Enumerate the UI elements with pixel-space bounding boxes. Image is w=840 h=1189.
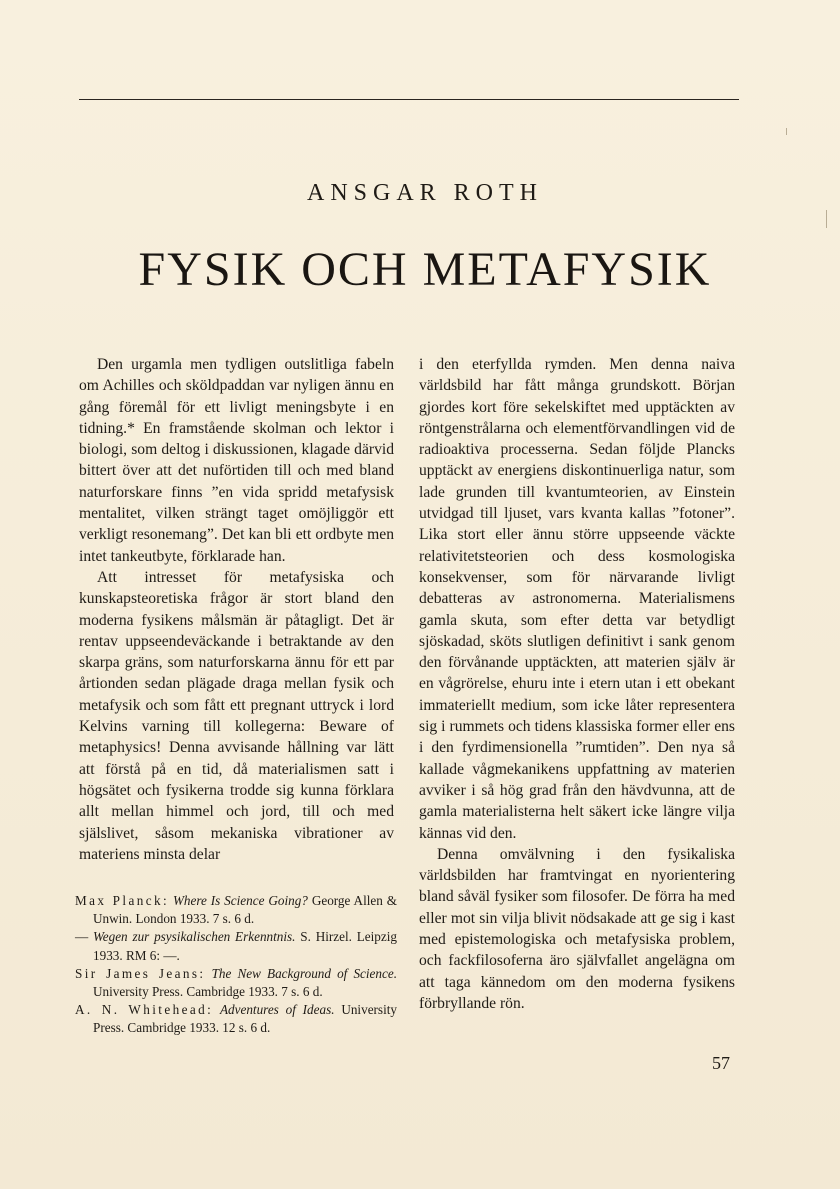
page-edge-mark (786, 128, 787, 135)
reference-work: Adventures of Ideas. (219, 1002, 335, 1018)
reference-work: Where Is Science Going? (172, 893, 308, 908)
reference-details: University Press. Cambridge 1933. 12 s. 6 d. (93, 1002, 397, 1036)
top-rule (79, 99, 739, 100)
left-paragraph-2: Att intresset för metafysiska och kunskapsteoretiska frågor är stort bland den moderna fysikens målsmän är påtagligt. Det är rentav uppseendeväckande i betraktande av den skarpa gräns, som naturforskarna ännu för ett par årtionden sedan plägade draga mellan fysik och metafysik och som fått ett pregnant uttryck i lord Kelvins varning till kollegerna: Beware of metaphysics! Denna avvisande hållning var lätt att förstå på en tid, då materialismen satt i högsätet och fysikerna trodde sig kunna förklara allt mellan himmel och jord, till och med själslivet, såsom mekaniska vibrationer av materiens minsta delar (79, 568, 394, 863)
right-column (419, 354, 735, 1014)
reference-author: — (75, 929, 89, 945)
reference-author: A. N. Whitehead: (75, 1002, 214, 1018)
reference-item (75, 1001, 397, 1037)
reference-list (75, 892, 397, 1038)
reference-item (75, 965, 397, 1001)
left-column (79, 354, 394, 865)
reference-details: George Allen & Unwin. London 1933. 7 s. 6 d. (93, 893, 398, 927)
reference-item (75, 892, 397, 928)
reference-author: Sir James Jeans: (75, 965, 206, 981)
right-paragraph-1: i den eterfyllda rymden. Men denna naiva världsbild har fått många grundskott. Början gjordes kort före sekelskiftet med upptäckten av röntgenstrålarna och elementförvandlingen vid de radioaktiva processerna. Sedan följde Plancks upptäckt av energiens diskontinuerliga natur, som lade grunden till kvantumteorien, av Einstein utvidgad till ljuset, vars kvanta kallas ”fotoner”. Lika stort eller ännu större uppseende väckte relativitetsteorien och dess kosmologiska konsekvenser, som för närvarande livligt debatteras av astronomerna. Materialismens gamla skuta, som efter detta var betydligt sjöskadad, sköts slutligen definitivt i sank genom den förvånande upptäckten, att materien själv är en vågrörelse, ehuru inte i etern utan i ett obekant immateriellt medium, som icke låter representera sig i rummets och tidens klassiska former eller ens i den fyrdimensionella ”rumtiden”. Den nya så kallade vågmekanikens uppfattning av materien avviker i så hög grad från den hävdvunna, att de gamla materialisterna helt säkert icke längre vilja kännas vid den. (419, 356, 735, 842)
reference-author: Max Planck: (75, 893, 170, 908)
left-paragraph-1: Den urgamla men tydligen outslitliga fabeln om Achilles och sköldpaddan var nyligen ännu en gång föremål för ett livligt meningsbyte i en tidning.* En framstående skolman och lektor i biologi, som deltog i diskussionen, klagade därvid bittert över att det nuförtiden till och med bland naturforskare finns ”en vida spridd metafysisk mentalitet, vilken strängt taget omöjliggör ett verkligt resonemang”. Det kan bli ett ordbyte men intet tankeutbyte, förklarade han. (79, 356, 394, 565)
right-paragraph-2: Denna omvälvning i den fysikaliska världsbilden har framtvingat en nyorientering bland såväl fysiker som filosofer. De förra ha med eller mot sin vilja blivit nödsakade att ge sig i kast med epistemologiska och metafysiska problem, och fackfilosoferna äro självfallet angelägna om att taga kännedom om den moderna fysikens förbryllande rön. (419, 845, 735, 1012)
reference-work: The New Background of Science. (211, 965, 398, 981)
page-edge-mark (826, 210, 827, 228)
page-number: 57 (712, 1053, 730, 1073)
article-title: FYSIK OCH METAFYSIK (138, 243, 712, 296)
reference-item (75, 928, 397, 964)
reference-details: S. Hirzel. Leipzig 1933. RM 6: —. (93, 929, 398, 963)
reference-work: Wegen zur psysikalischen Erkenntnis. (92, 929, 296, 945)
reference-details: University Press. Cambridge 1933. 7 s. 6 d. (93, 984, 323, 1000)
article-author: ANSGAR ROTH (306, 180, 543, 206)
